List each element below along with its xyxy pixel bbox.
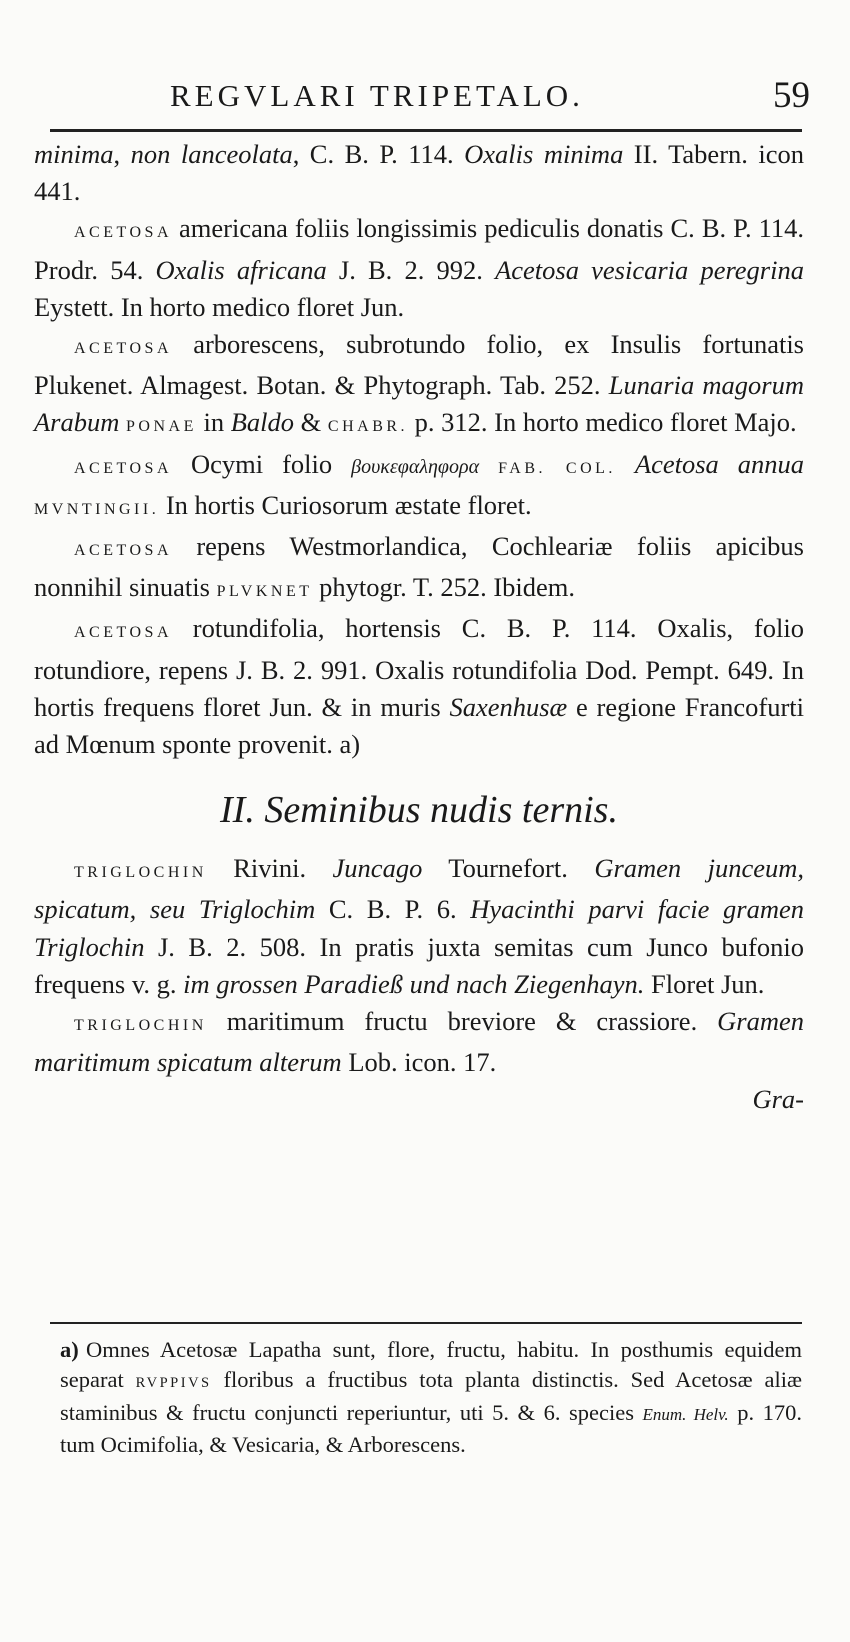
greek-name: βουκεφαληφορα [351,455,480,478]
paragraph-oxalis-minima: minima, non lanceolata, C. B. P. 114. Oxalis minima II. Tabern. icon 441. [34,139,804,207]
author-name: PONAE [126,418,197,436]
section-heading: II. Seminibus nudis ternis. [220,789,618,832]
entry-triglochin-maritimum: TRIGLOCHIN maritimum fructu breviore & crassiore. Gramen maritimum spicatum alterum Lob. icon. 17. [34,1006,804,1078]
author-name: RVPPIVS [135,1374,212,1391]
page-number: 59 [773,75,810,116]
genus-name: TRIGLOCHIN [74,1017,207,1035]
author-name: MVNTINGII. [34,500,160,518]
genus-name: ACETOSA [74,224,172,242]
genus-name: ACETOSA [74,340,172,358]
genus-name: ACETOSA [74,624,172,642]
author-name: FAB. COL. [498,459,616,477]
genus-name: ACETOSA [74,459,172,477]
main-text [34,136,804,1119]
entry-acetosa-arborescens: ACETOSA arborescens, subrotundo folio, ex Insulis fortunatis Plukenet. Almagest. Botan. & Phytograph. Tab. 252. Lunaria magorum Arabum PONAE in Baldo & CHABR. p. 312. In horto medico floret Majo. [34,329,804,438]
footnote-mark: a) [60,1337,79,1362]
footnote-rule [50,1322,802,1324]
catchword: Gra- [752,1084,804,1115]
header-rule [50,129,802,132]
entry-acetosa-ocymi-folio: ACETOSA Ocymi folio βουκεφαληφορα FAB. COL. Acetosa annua MVNTINGII. In hortis Curiosorum æstate floret. [34,448,805,520]
author-name: CHABR. [327,418,409,436]
footnote: a) Omnes Acetosæ Lapatha sunt, flore, fructu, habitu. In posthumis equidem separat RVPPIVS floribus a fructibus tota planta distinctis. Sed Acetosæ aliæ staminibus & fructu conjuncti reperiuntur, uti 5. & 6. species Enum. Helv. p. 170. tum Ocimifolia, & Vesicaria, & Arborescens. [60,1337,803,1457]
entry-triglochin-rivini: TRIGLOCHIN Rivini. Juncago Tournefort. Gramen junceum, spicatum, seu Triglochim C. B. P. 6. Hyacinthi parvi facie gramen Triglochin J. B. 2. 508. In pratis juxta semitas cum Junco bufonio frequens v. g. im grossen Paradieß und nach Ziegenhayn. Floret Jun. [34,853,805,999]
genus-name: TRIGLOCHIN [74,864,207,882]
running-title: REGVLARI TRIPETALO. [170,78,584,113]
genus-name: ACETOSA [74,542,172,560]
page-header [170,75,810,118]
entry-acetosa-repens: ACETOSA repens Westmorlandica, Cochleariæ foliis apicibus nonnihil sinuatis PLVKNET phytogr. T. 252. Ibidem. [34,531,804,603]
entry-acetosa-americana: ACETOSA americana foliis longissimis pediculis donatis C. B. P. 114. Prodr. 54. Oxalis africana J. B. 2. 992. Acetosa vesicaria peregrina Eystett. In horto medico floret Jun. [34,213,804,322]
author-name: PLVKNET [216,583,313,601]
entry-acetosa-rotundifolia: ACETOSA rotundifolia, hortensis C. B. P. 114. Oxalis, folio rotundiore, repens J. B. 2. 991. Oxalis rotundifolia Dod. Pempt. 649. In hortis frequens floret Jun. & in muris Saxenhusæ e regione Francofurti ad Mœnum sponte provenit. a) [34,613,805,760]
